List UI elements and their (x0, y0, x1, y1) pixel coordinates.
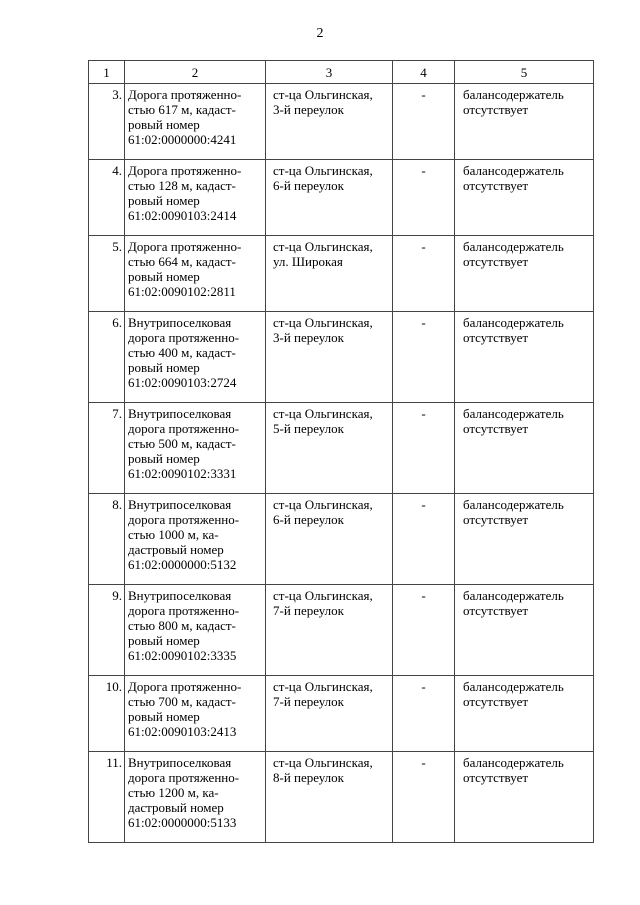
object-name-cell (125, 494, 266, 585)
table-row (89, 752, 594, 843)
holder-line: отсутствует (463, 770, 529, 785)
column-4-cell: - (393, 160, 455, 236)
address-line: 7-й переулок (273, 694, 344, 709)
address-cell (266, 160, 393, 236)
address-line: ул. Широкая (273, 254, 343, 269)
holder-line: отсутствует (463, 102, 529, 117)
table-row (89, 494, 594, 585)
holder-cell (455, 160, 594, 236)
row-number-cell (89, 84, 125, 160)
holder-line: отсутствует (463, 178, 529, 193)
holder-line: балансодержатель (463, 406, 564, 421)
table-row (89, 585, 594, 676)
holder-cell (455, 676, 594, 752)
address-line: ст-ца Ольгинская, (273, 163, 373, 178)
name-line: стью 664 м, кадаст- (128, 254, 236, 269)
row-number: 4. (112, 163, 122, 178)
address-cell (266, 585, 393, 676)
holder-line: балансодержатель (463, 497, 564, 512)
name-line: Внутрипоселковая (128, 406, 232, 421)
row-number: 3. (112, 87, 122, 102)
holder-line: балансодержатель (463, 755, 564, 770)
column-number-1: 1 (89, 61, 125, 84)
row-number-cell (89, 403, 125, 494)
name-line: стью 617 м, кадаст- (128, 102, 236, 117)
holder-cell (455, 494, 594, 585)
address-line: 5-й переулок (273, 421, 344, 436)
holder-cell (455, 585, 594, 676)
address-cell (266, 752, 393, 843)
holder-line: балансодержатель (463, 239, 564, 254)
address-line: 3-й переулок (273, 102, 344, 117)
object-name-cell (125, 236, 266, 312)
road-register-table (88, 60, 594, 843)
object-name-cell (125, 312, 266, 403)
name-line: Дорога протяженно- (128, 87, 242, 102)
name-line: Дорога протяженно- (128, 679, 242, 694)
holder-line: отсутствует (463, 603, 529, 618)
holder-line: балансодержатель (463, 315, 564, 330)
address-line: 6-й переулок (273, 178, 344, 193)
holder-line: отсутствует (463, 330, 529, 345)
column-4-cell: - (393, 494, 455, 585)
name-line: дастровый номер (128, 542, 224, 557)
holder-line: балансодержатель (463, 163, 564, 178)
holder-cell (455, 84, 594, 160)
name-line: ровый номер (128, 193, 200, 208)
holder-line: балансодержатель (463, 679, 564, 694)
holder-line: отсутствует (463, 254, 529, 269)
address-line: ст-ца Ольгинская, (273, 87, 373, 102)
name-line: Внутрипоселковая (128, 315, 232, 330)
name-line: 61:02:0090102:3335 (128, 648, 237, 663)
object-name-cell (125, 403, 266, 494)
column-4-cell: - (393, 676, 455, 752)
address-cell (266, 403, 393, 494)
name-line: 61:02:0000000:5132 (128, 557, 237, 572)
column-number-5: 5 (455, 61, 594, 84)
address-line: ст-ца Ольгинская, (273, 239, 373, 254)
column-4-cell: - (393, 585, 455, 676)
column-4-cell: - (393, 84, 455, 160)
holder-cell (455, 752, 594, 843)
row-number: 8. (112, 497, 122, 512)
name-line: ровый номер (128, 633, 200, 648)
row-number-cell (89, 236, 125, 312)
name-line: Дорога протяженно- (128, 239, 242, 254)
holder-cell (455, 312, 594, 403)
name-line: дорога протяженно- (128, 330, 240, 345)
address-line: ст-ца Ольгинская, (273, 588, 373, 603)
name-line: стью 800 м, кадаст- (128, 618, 236, 633)
column-number-2: 2 (125, 61, 266, 84)
address-line: ст-ца Ольгинская, (273, 497, 373, 512)
column-4-cell: - (393, 403, 455, 494)
object-name-cell (125, 84, 266, 160)
table-row (89, 84, 594, 160)
column-4-cell: - (393, 752, 455, 843)
address-cell (266, 494, 393, 585)
address-line: 7-й переулок (273, 603, 344, 618)
address-cell (266, 312, 393, 403)
column-number-4: 4 (393, 61, 455, 84)
name-line: стью 128 м, кадаст- (128, 178, 236, 193)
name-line: дорога протяженно- (128, 512, 240, 527)
object-name-cell (125, 676, 266, 752)
name-line: стью 1000 м, ка- (128, 527, 219, 542)
row-number: 6. (112, 315, 122, 330)
name-line: дорога протяженно- (128, 770, 240, 785)
table-row (89, 160, 594, 236)
name-line: ровый номер (128, 269, 200, 284)
name-line: Внутрипоселковая (128, 497, 232, 512)
name-line: Внутрипоселковая (128, 588, 232, 603)
name-line: стью 700 м, кадаст- (128, 694, 236, 709)
address-line: 8-й переулок (273, 770, 344, 785)
name-line: 61:02:0090103:2724 (128, 375, 237, 390)
name-line: 61:02:0090103:2413 (128, 724, 237, 739)
row-number-cell (89, 312, 125, 403)
name-line: 61:02:0090103:2414 (128, 208, 237, 223)
holder-line: балансодержатель (463, 588, 564, 603)
address-line: ст-ца Ольгинская, (273, 679, 373, 694)
address-line: ст-ца Ольгинская, (273, 315, 373, 330)
column-number-row (89, 61, 594, 84)
holder-line: балансодержатель (463, 87, 564, 102)
name-line: стью 400 м, кадаст- (128, 345, 236, 360)
table-row (89, 312, 594, 403)
row-number-cell (89, 676, 125, 752)
page-number: 2 (316, 26, 324, 41)
holder-line: отсутствует (463, 421, 529, 436)
address-line: 3-й переулок (273, 330, 344, 345)
row-number-cell (89, 494, 125, 585)
name-line: Внутрипоселковая (128, 755, 232, 770)
holder-cell (455, 236, 594, 312)
name-line: ровый номер (128, 360, 200, 375)
column-4-cell: - (393, 236, 455, 312)
address-cell (266, 676, 393, 752)
holder-line: отсутствует (463, 512, 529, 527)
name-line: 61:02:0090102:2811 (128, 284, 236, 299)
name-line: ровый номер (128, 709, 200, 724)
table-row (89, 676, 594, 752)
name-line: Дорога протяженно- (128, 163, 242, 178)
row-number: 9. (112, 588, 122, 603)
name-line: дастровый номер (128, 800, 224, 815)
row-number: 5. (112, 239, 122, 254)
name-line: дорога протяженно- (128, 421, 240, 436)
address-line: ст-ца Ольгинская, (273, 406, 373, 421)
holder-line: отсутствует (463, 694, 529, 709)
row-number-cell (89, 752, 125, 843)
name-line: стью 1200 м, ка- (128, 785, 219, 800)
holder-cell (455, 403, 594, 494)
object-name-cell (125, 752, 266, 843)
name-line: 61:02:0000000:5133 (128, 815, 237, 830)
address-cell (266, 236, 393, 312)
table-row (89, 236, 594, 312)
row-number: 10. (105, 679, 122, 694)
name-line: дорога протяженно- (128, 603, 240, 618)
table-row (89, 403, 594, 494)
name-line: ровый номер (128, 451, 200, 466)
address-cell (266, 84, 393, 160)
column-4-cell: - (393, 312, 455, 403)
object-name-cell (125, 160, 266, 236)
address-line: ст-ца Ольгинская, (273, 755, 373, 770)
name-line: 61:02:0000000:4241 (128, 132, 237, 147)
name-line: стью 500 м, кадаст- (128, 436, 236, 451)
row-number: 7. (112, 406, 122, 421)
object-name-cell (125, 585, 266, 676)
name-line: 61:02:0090102:3331 (128, 466, 237, 481)
row-number-cell (89, 160, 125, 236)
address-line: 6-й переулок (273, 512, 344, 527)
row-number: 11. (106, 755, 122, 770)
name-line: ровый номер (128, 117, 200, 132)
row-number-cell (89, 585, 125, 676)
column-number-3: 3 (266, 61, 393, 84)
